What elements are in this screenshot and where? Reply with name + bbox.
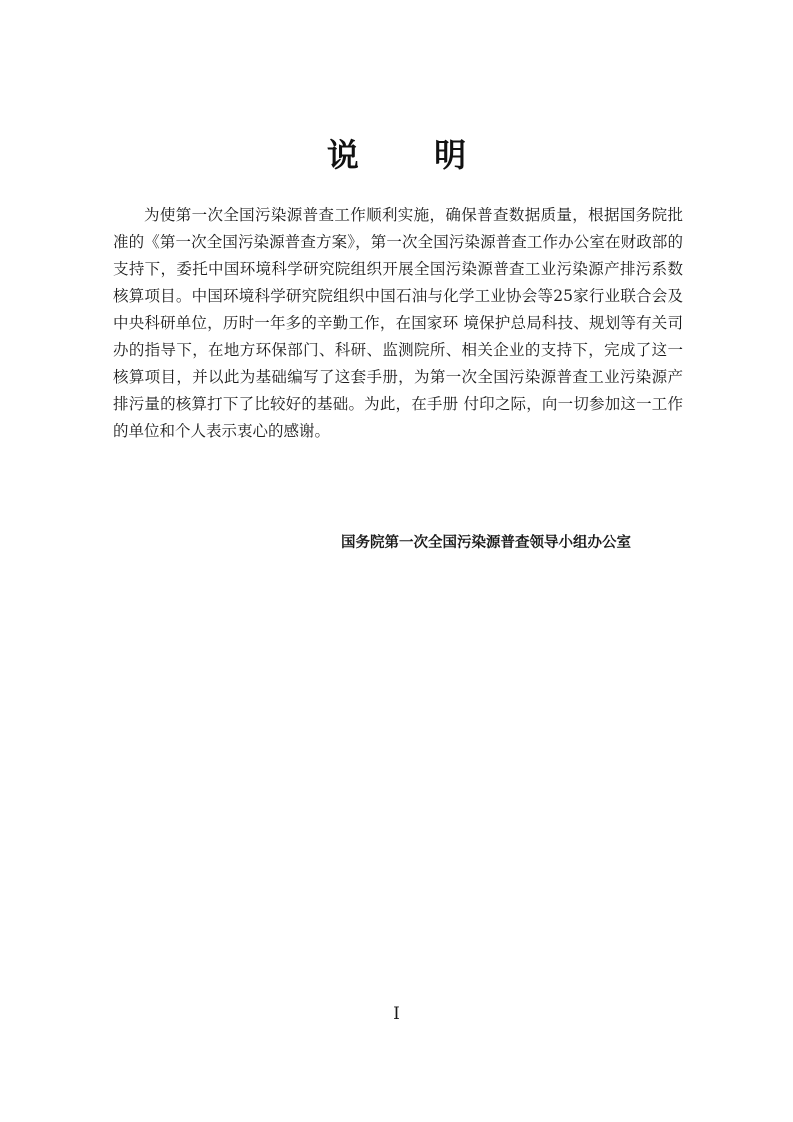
signature-line: 国务院第一次全国污染源普查领导小组办公室 xyxy=(341,535,631,551)
page-number: I xyxy=(393,1004,400,1024)
body-paragraph: 为使第一次全国污染源普查工作顺利实施，确保普查数据质量，根据国务院批准的《第一次全国污染源普查方案》，第一次全国污染源普查工作办公室在财政部的支持下，委托中国环境科学研究院组织开展全国污染源普查工业污染源产排污系数核算项目。中国环境科学研究院组织中国石油与化学工业协会等25家行业联合会及中央科研单位，历时一年多的辛勤工作，在国家环 境保护总局科技、规划等有关司办的指导下，在地方环保部门、科研、监测院所、相关企业的支持下，完成了这一核算项目，并以此为基础编写了这套手册，为第一次全国污染源普查工业污染源产排污量的核算打下了比较好的基础。为此，在手册 付印之际，向一切参加这一工作的单位和个人表示衷心的感谢。 xyxy=(113,206,683,440)
page-title: 说 明 xyxy=(326,136,499,174)
